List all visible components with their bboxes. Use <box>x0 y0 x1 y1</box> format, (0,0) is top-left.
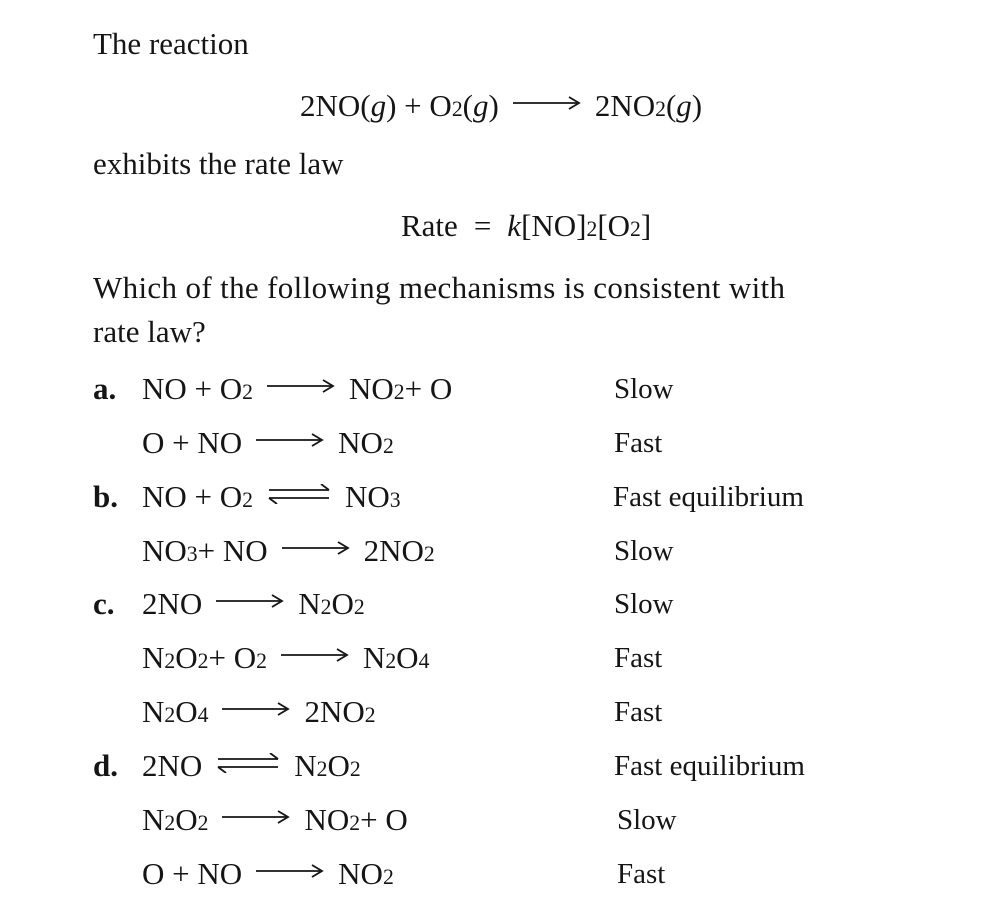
product-text: N <box>362 640 386 675</box>
reactant-text: NO <box>142 533 187 568</box>
equals-sign: = <box>473 208 492 243</box>
product-text: O <box>396 640 419 675</box>
equilibrium-arrow-icon <box>216 753 280 773</box>
option-d-step-3-note: Fast <box>617 858 666 890</box>
option-d-step-3: O + NO NO 2 <box>142 856 394 891</box>
product-text: + O <box>404 371 453 406</box>
option-a-label: a. <box>93 371 117 406</box>
reactant-text: O <box>175 640 198 675</box>
reactant-text: NO + O <box>142 479 243 514</box>
reactant-text: ( <box>462 88 473 123</box>
option-c-step-2-note: Fast <box>614 642 663 674</box>
phase: g <box>676 88 692 123</box>
reaction-arrow-icon <box>267 377 335 395</box>
question-line-2: rate law? <box>93 314 206 349</box>
option-c-step-3-note: Fast <box>614 696 663 728</box>
product-text: N <box>294 748 317 783</box>
option-d-step-2: N 2 O 2 NO 2 + O <box>142 802 408 837</box>
option-b-step-1-note: Fast equilibrium <box>613 481 804 513</box>
product-text: O <box>331 586 354 621</box>
concentration: ] <box>640 208 652 243</box>
option-a-step-1: NO + O 2 NO 2 + O <box>142 371 453 406</box>
phase: g <box>472 88 489 123</box>
product-text: NO <box>338 856 383 891</box>
reaction-arrow-icon <box>256 431 324 449</box>
reactant-text: O + NO <box>142 856 243 891</box>
product-text: ) <box>691 88 703 123</box>
option-b-step-1: NO + O 2 NO 3 <box>142 479 401 514</box>
option-d-step-1: 2NO N 2 O 2 <box>142 748 361 783</box>
reaction-arrow-icon <box>282 539 350 557</box>
rate-law-intro: exhibits the rate law <box>93 146 344 181</box>
option-c-step-1: 2NO N 2 O 2 <box>142 586 365 621</box>
reactant-text: O <box>175 802 198 837</box>
overall-reaction: 2NO( g ) + O 2 ( g ) 2NO 2 ( g ) <box>300 88 703 123</box>
reactant-text: N <box>142 640 165 675</box>
intro-text: The reaction <box>93 26 249 61</box>
reactant-text: ) + O <box>386 88 452 123</box>
question-line-1: Which of the following mechanisms is consistent with <box>93 270 786 305</box>
reaction-arrow-icon <box>513 94 581 112</box>
option-a-step-1-note: Slow <box>614 373 674 405</box>
option-b-label: b. <box>93 479 118 514</box>
option-a-step-2: O + NO NO 2 <box>142 425 394 460</box>
option-b-step-2-note: Slow <box>614 535 674 567</box>
option-c-step-1-note: Slow <box>614 588 674 620</box>
product-text: O <box>327 748 350 783</box>
reactant-text: N <box>142 694 165 729</box>
reaction-arrow-icon <box>222 700 290 718</box>
option-d-step-1-note: Fast equilibrium <box>614 750 805 782</box>
reactant-text: NO + O <box>142 371 243 406</box>
reaction-arrow-icon <box>216 592 284 610</box>
rate-law: Rate = k [NO] 2 [O 2 ] <box>401 208 652 243</box>
product-text: 2NO <box>304 694 365 729</box>
product-text: N <box>298 586 321 621</box>
equilibrium-arrow-icon <box>267 484 331 504</box>
product-text: + O <box>360 802 408 837</box>
product-text: NO <box>338 425 383 460</box>
reaction-arrow-icon <box>281 646 349 664</box>
reactant-text: O <box>175 694 198 729</box>
reactant-text: 2NO <box>142 586 203 621</box>
product-text: ( <box>665 88 677 123</box>
option-b-step-2: NO 3 + NO 2NO 2 <box>142 533 435 568</box>
phase: g <box>370 88 387 123</box>
reaction-arrow-icon <box>222 808 290 826</box>
product-text: 2NO <box>363 533 424 568</box>
product-text: NO <box>345 479 390 514</box>
reaction-arrow-icon <box>256 862 324 880</box>
rate-label: Rate <box>401 208 458 243</box>
reactant-text: + O <box>208 640 257 675</box>
option-c-step-2: N 2 O 2 + O 2 N 2 O 4 <box>142 640 430 675</box>
concentration: [O <box>597 208 631 243</box>
option-a-step-2-note: Fast <box>614 427 663 459</box>
product-text: NO <box>349 371 394 406</box>
concentration: [NO] <box>521 208 587 243</box>
rate-constant: k <box>507 208 522 243</box>
product-text: 2NO <box>594 88 656 123</box>
option-c-step-3: N 2 O 4 2NO 2 <box>142 694 376 729</box>
reactant-text: O + NO <box>142 425 243 460</box>
reactant-text: 2NO <box>142 748 203 783</box>
reactant-text: 2NO( <box>300 88 371 123</box>
option-d-label: d. <box>93 748 118 783</box>
reactant-text: ) <box>488 88 499 123</box>
option-c-label: c. <box>93 586 115 621</box>
product-text: NO <box>304 802 350 837</box>
option-d-step-2-note: Slow <box>617 804 677 836</box>
reactant-text: N <box>142 802 165 837</box>
reactant-text: + NO <box>197 533 268 568</box>
